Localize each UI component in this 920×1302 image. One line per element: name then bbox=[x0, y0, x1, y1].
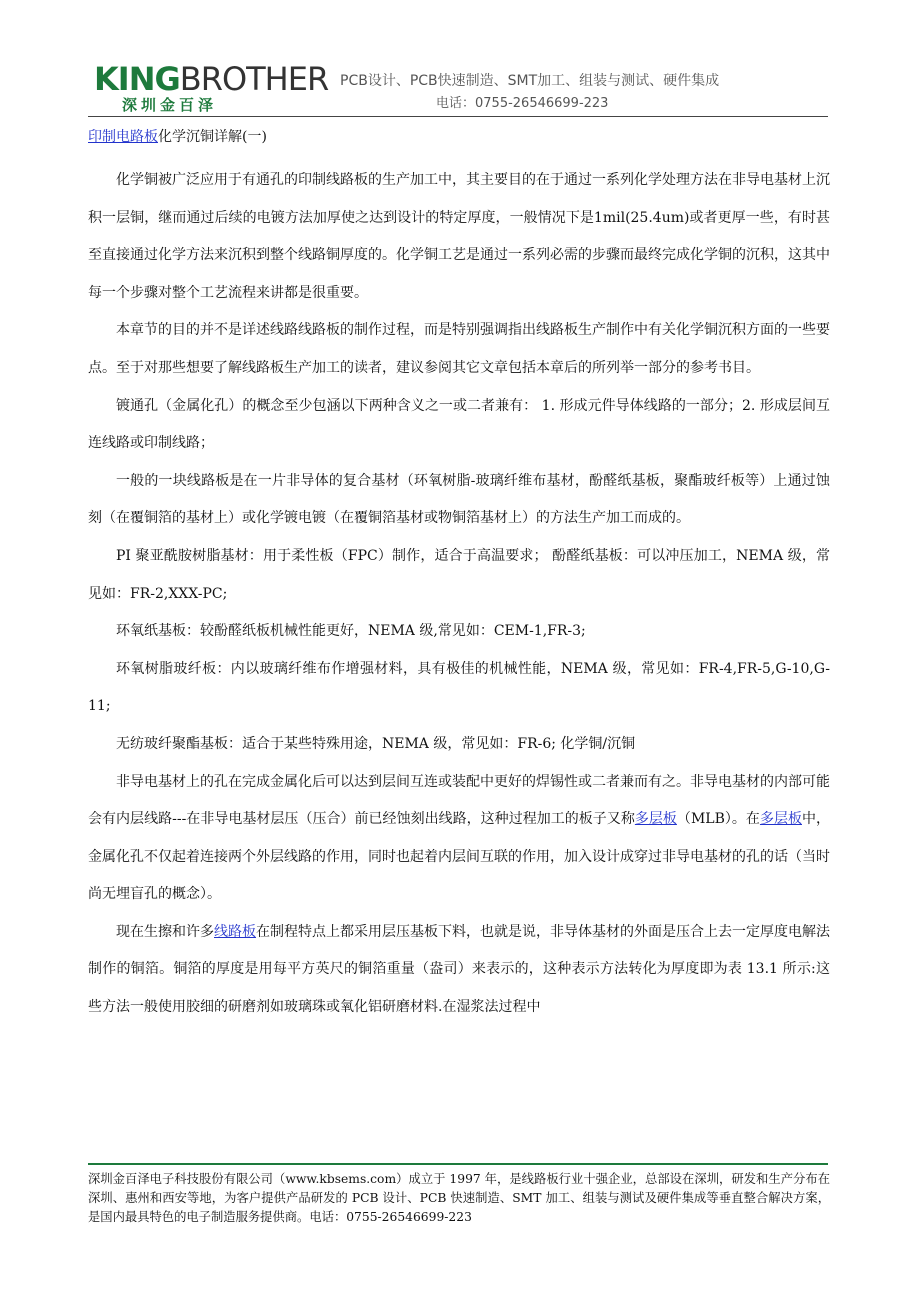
footer-divider bbox=[88, 1163, 828, 1165]
mlb-text-a: 非导电基材上的孔在完成金属化后可以达到层间互连或装配中更好的焊锡性或二者兼而有之。非导电基材的内部可能会有内层线路---在非导电基材层压（压合）前已经蚀刻出线路，这种过程加工的板子又称 bbox=[88, 773, 830, 828]
mlb-text-b: （MLB）。在 bbox=[676, 811, 760, 828]
logo-subtitle: 深圳金百泽 bbox=[122, 96, 218, 114]
paragraph-substrate: 一般的一块线路板是在一片非导体的复合基材（环氧树脂-玻璃纤维布基材，酚醛纸基板，聚酯玻纤板等）上通过蚀刻（在覆铜箔的基材上）或化学镀电镀（在覆铜箔基材或物铜箔基材上）的方法生产加工而成的。 bbox=[88, 472, 830, 527]
page-header bbox=[0, 0, 920, 120]
paragraph-purpose: 本章节的目的并不是详述线路线路板的制作过程，而是特别强调指出线路板生产制作中有关化学铜沉积方面的一些要点。至于对那些想要了解线路板生产加工的读者，建议参阅其它文章包括本章后的所列举一部分的参考书目。 bbox=[88, 322, 830, 376]
circuit-board-link[interactable]: 线路板 bbox=[214, 923, 256, 940]
paragraph-mlb bbox=[88, 764, 830, 914]
header-tagline: PCB设计、PCB快速制造、SMT加工、组装与测试、硬件集成 bbox=[340, 73, 720, 89]
company-footer: 深圳金百泽电子科技股份有限公司（www.kbsems.com）成立于 1997 年，是线路板行业十强企业，总部设在深圳，研发和生产分布在深圳、惠州和西安等地，为客户提供产品研发的 PCB 设计、PCB 快速制造、SMT 加工、组装与测试及硬件集成等垂直整合解决方案，是国内最具特色的电子制造服务提供商。电话：0755-26546699-223 bbox=[88, 1172, 830, 1224]
kingbrother-logo bbox=[94, 60, 329, 115]
paragraph-epoxy-paper: 环氧纸基板：较酚醛纸板机械性能更好，NEMA 级,常见如：CEM-1,FR-3; bbox=[116, 623, 586, 640]
title-link[interactable]: 印制电路板 bbox=[88, 129, 158, 145]
paragraph-epoxy-glass: 环氧树脂玻纤板：内以玻璃纤维布作增强材料，具有极佳的机械性能，NEMA 级，常见如：FR-4,FR-5,G-10,G-11; bbox=[88, 660, 830, 715]
multilayer-link-1[interactable]: 多层板 bbox=[634, 811, 677, 828]
paragraph-pi-phenolic: PI 聚亚酰胺树脂基材：用于柔性板（FPC）制作，适合于高温要求； 酚醛纸基板：可以冲压加工，NEMA 级，常见如：FR-2,XXX-PC; bbox=[88, 547, 830, 602]
article-body bbox=[88, 124, 830, 1027]
logo-brother-text: BROTHER bbox=[179, 60, 329, 98]
multilayer-link-2[interactable]: 多层板 bbox=[759, 811, 802, 828]
mlb-text-c: 中，金属化孔不仅起着连接两个外层线路的作用，同时也起着内层间互联的作用，加入设计成穿过非导电基材的孔的话（当时尚无埋盲孔的概念）。 bbox=[88, 811, 831, 903]
paragraph-intro: 化学铜被广泛应用于有通孔的印制线路板的生产加工中，其主要目的在于通过一系列化学处理方法在非导电基材上沉积一层铜，继而通过后续的电镀方法加厚使之达到设计的特定厚度，一般情况下是1mil(25.4um)或者更厚一些，有时甚至直接通过化学方法来沉积到整个线路铜厚度的。化学铜工艺是通过一系列必需的步骤而最终完成化学铜的沉积，这其中每一个步骤对整个工艺流程来讲都是很重要。 bbox=[88, 172, 830, 301]
laminate-text-a: 现在生擦和许多 bbox=[116, 923, 214, 940]
logo-king-text: KING bbox=[94, 60, 180, 98]
paragraph-nonwoven: 无纺玻纤聚酯基板：适合于某些特殊用途，NEMA 级，常见如：FR-6; 化学铜/沉铜 bbox=[116, 735, 636, 752]
header-divider bbox=[88, 116, 828, 117]
paragraph-laminate bbox=[88, 914, 830, 1027]
paragraph-pth-concept: 镀通孔（金属化孔）的概念至少包涵以下两种含义之一或二者兼有： 1. 形成元件导体线路的一部分；2. 形成层间互连线路或印制线路； bbox=[88, 397, 830, 452]
title-text: 化学沉铜详解(一) bbox=[158, 129, 267, 145]
laminate-text-b: 在制程特点上都采用层压基板下料，也就是说，非导体基材的外面是压合上去一定厚度电解法制作的铜箔。铜箔的厚度是用每平方英尺的铜箔重量（盎司）来表示的，这种表示方法转化为厚度即为表 13.1 所示:这些方法一般使用胶细的研磨剂如玻璃珠或氧化铝研磨材料.在湿浆法过程中 bbox=[88, 923, 830, 1016]
logo-wordmark bbox=[94, 60, 329, 98]
header-phone: 电话：0755-26546699-223 bbox=[436, 96, 609, 111]
article-title bbox=[88, 124, 830, 150]
